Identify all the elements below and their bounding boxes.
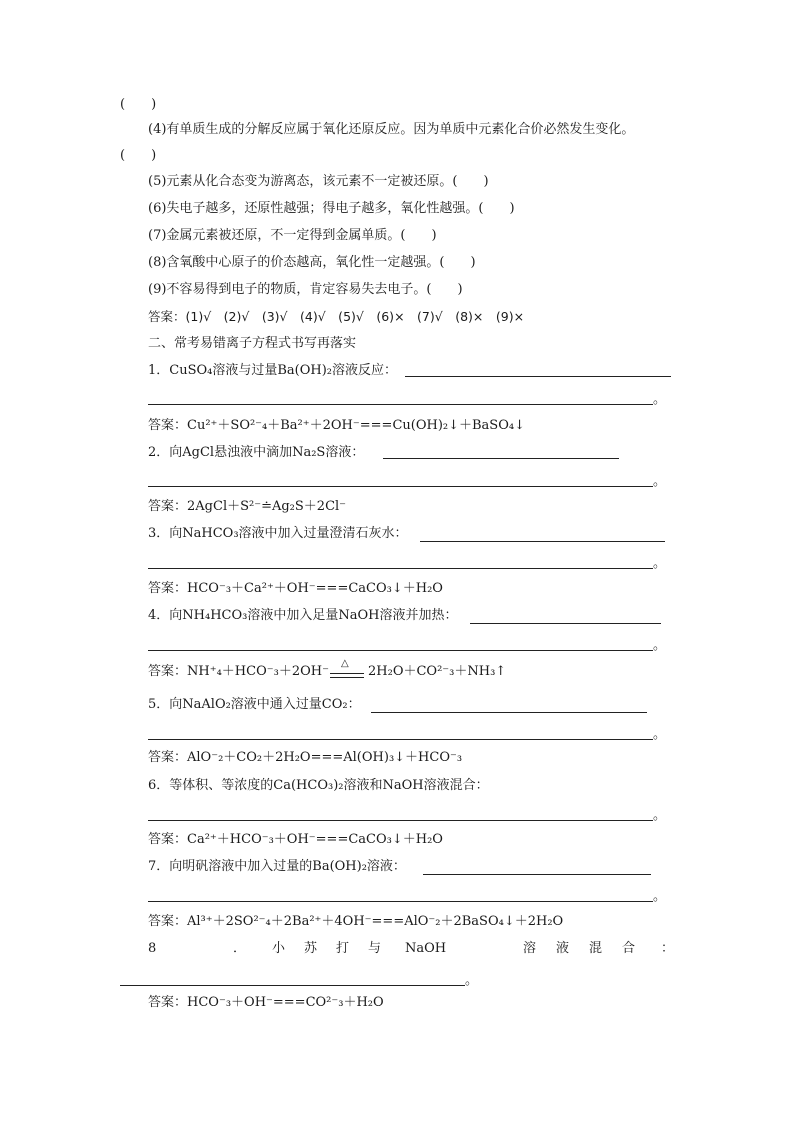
period: 。 — [653, 474, 667, 489]
exercise-1-answer: 答案：Cu²⁺＋SO²⁻₄＋Ba²⁺＋2OH⁻===Cu(OH)₂↓＋BaSO₄↓ — [148, 418, 525, 433]
exercise-1-question: 1．CuSO₄溶液与过量Ba(OH)₂溶液反应： — [148, 363, 398, 378]
judgement-q7: (7)金属元素被还原，不一定得到金属单质。( ) — [148, 228, 437, 243]
period: 。 — [465, 973, 479, 988]
period: 。 — [653, 392, 667, 407]
answer-blank-line[interactable] — [423, 874, 651, 875]
period: 。 — [653, 638, 667, 653]
answer-blank-line[interactable] — [120, 985, 465, 986]
reaction-equals-sign — [330, 673, 364, 678]
exercise-8-answer: 答案：HCO⁻₃＋OH⁻===CO²⁻₃＋H₂O — [148, 995, 384, 1010]
exercise-7-question: 7．向明矾溶液中加入过量的Ba(OH)₂溶液： — [148, 859, 406, 874]
exercise-8-part: NaOH — [405, 941, 447, 956]
answer-blank-line[interactable] — [148, 404, 653, 405]
exercise-8-part: 溶 — [523, 941, 537, 956]
judgement-q6: (6)失电子越多，还原性越强；得电子越多，氧化性越强。( ) — [148, 201, 515, 216]
exercise-6-question: 6．等体积、等浓度的Ca(HCO₃)₂溶液和NaOH溶液混合： — [148, 778, 489, 793]
answer-blank-line[interactable] — [148, 820, 653, 821]
exercise-8-number: 8 — [148, 941, 157, 956]
exercise-8-part: 混 — [589, 941, 603, 956]
exercise-8-part: 小 — [272, 941, 286, 956]
answer-blank-line[interactable] — [383, 458, 619, 459]
period: 。 — [653, 889, 667, 904]
section-title: 二、常考易错离子方程式书写再落实 — [148, 336, 357, 351]
heat-symbol: △ — [341, 658, 349, 669]
answer-blank-line[interactable] — [148, 739, 653, 740]
exercise-2-answer: 答案：2AgCl＋S²⁻≐Ag₂S＋2Cl⁻ — [148, 499, 347, 514]
exercise-8-part: 液 — [556, 941, 570, 956]
answer-blank-line[interactable] — [405, 376, 671, 377]
judgement-q5: (5)元素从化合态变为游离态，该元素不一定被还原。( ) — [148, 174, 489, 189]
exercise-8-part: 合 — [622, 941, 636, 956]
answer-blank-line[interactable] — [470, 623, 661, 624]
answer-blank-line[interactable] — [420, 541, 665, 542]
exercise-4-answer-products: 2H₂O＋CO²⁻₃＋NH₃↑ — [368, 664, 507, 679]
period: 。 — [653, 727, 667, 742]
answer-blank-line[interactable] — [148, 568, 653, 569]
answer-blank-line[interactable] — [148, 650, 653, 651]
period: 。 — [653, 556, 667, 571]
exercise-8-part: ： — [661, 941, 675, 956]
paren-blank: ( ) — [120, 148, 157, 163]
exercise-8-part: ． — [233, 941, 247, 956]
exercise-8-part: 苏 — [304, 941, 318, 956]
exercise-2-question: 2．向AgCl悬浊液中滴加Na₂S溶液： — [148, 445, 365, 460]
judgement-q8: (8)含氧酸中心原子的价态越高，氧化性一定越强。( ) — [148, 255, 476, 270]
exercise-5-question: 5．向NaAlO₂溶液中通入过量CO₂： — [148, 697, 361, 712]
exercise-8-part: 打 — [336, 941, 350, 956]
exercise-3-question: 3．向NaHCO₃溶液中加入过量澄清石灰水： — [148, 526, 408, 541]
judgement-answer: 答案：(1)√ (2)√ (3)√ (4)√ (5)√ (6)× (7)√ (8)× (9)× — [148, 309, 525, 324]
exercise-5-answer: 答案：AlO⁻₂＋CO₂＋2H₂O===Al(OH)₃↓＋HCO⁻₃ — [148, 750, 463, 765]
answer-blank-line[interactable] — [148, 901, 653, 902]
exercise-8-part: 与 — [368, 941, 382, 956]
judgement-q9: (9)不容易得到电子的物质，肯定容易失去电子。( ) — [148, 282, 463, 297]
judgement-q4: (4)有单质生成的分解反应属于氧化还原反应。因为单质中元素化合价必然发生变化。 — [148, 122, 635, 137]
exercise-3-answer: 答案：HCO⁻₃＋Ca²⁺＋OH⁻===CaCO₃↓＋H₂O — [148, 581, 443, 596]
paren-blank: ( ) — [120, 97, 157, 112]
exercise-4-question: 4．向NH₄HCO₃溶液中加入足量NaOH溶液并加热： — [148, 608, 458, 623]
exercise-7-answer: 答案：Al³⁺＋2SO²⁻₄＋2Ba²⁺＋4OH⁻===AlO⁻₂＋2BaSO₄↓＋2H₂O — [148, 914, 564, 929]
exercise-4-answer: 答案：NH⁺₄＋HCO⁻₃＋2OH⁻ — [148, 664, 329, 679]
answer-blank-line[interactable] — [371, 712, 647, 713]
answer-blank-line[interactable] — [148, 486, 653, 487]
period: 。 — [653, 808, 667, 823]
exercise-6-answer: 答案：Ca²⁺＋HCO⁻₃＋OH⁻===CaCO₃↓＋H₂O — [148, 832, 443, 847]
